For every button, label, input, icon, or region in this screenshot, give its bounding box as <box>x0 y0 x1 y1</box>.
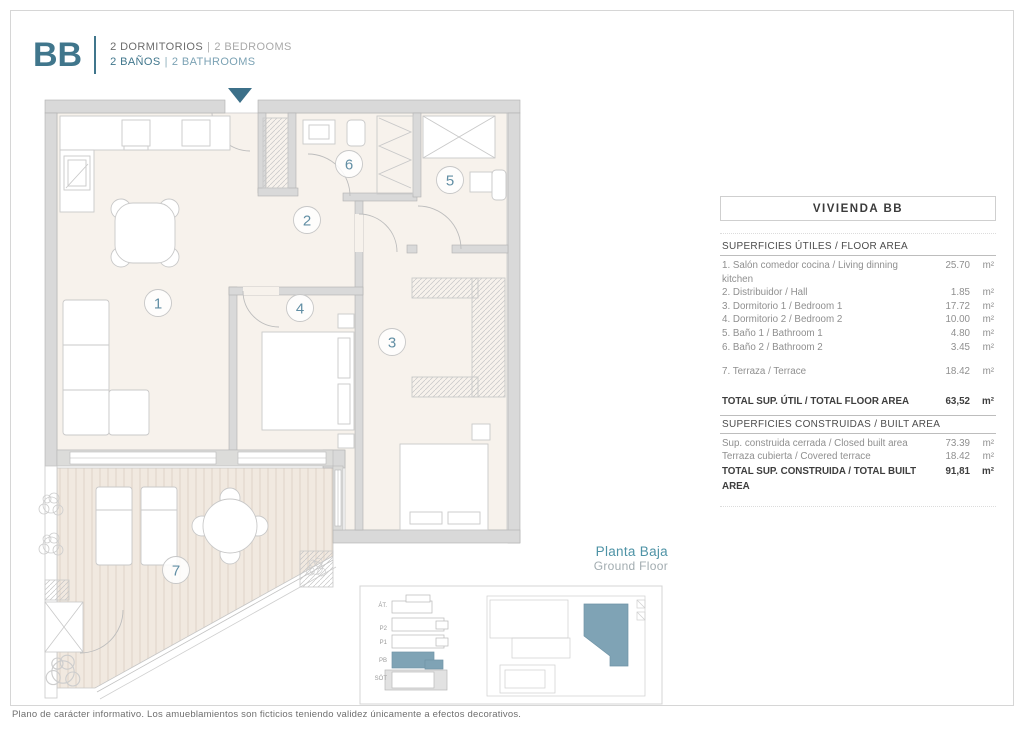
minimap-level-label: ÁT. <box>378 603 387 609</box>
row-label: TOTAL SUP. ÚTIL / TOTAL FLOOR AREA <box>722 395 910 407</box>
section-header: SUPERFICIES ÚTILES / FLOOR AREA <box>720 238 996 256</box>
row-unit: m² <box>982 366 994 378</box>
row-value: 18.42 <box>945 366 970 378</box>
panel-title: VIVIENDA BB <box>720 196 996 221</box>
row-label: 5. Baño 1 / Bathroom 1 <box>722 327 823 339</box>
row-value: 17.72 <box>945 300 970 312</box>
minimap-level-label: SÓT <box>374 676 387 682</box>
room-number-label: 1 <box>153 295 163 313</box>
row-label: 2. Distribuidor / Hall <box>722 287 808 299</box>
area-panel <box>720 196 996 511</box>
header-subtitle <box>110 40 292 70</box>
row-value: 3.45 <box>950 341 970 353</box>
area-row <box>720 450 996 464</box>
minimap-level-label: PB <box>378 658 387 664</box>
bedrooms-line: 2 DORMITORIOS | 2 BEDROOMS <box>110 41 292 53</box>
row-value: 73.39 <box>945 437 970 449</box>
row-unit: m² <box>982 437 994 449</box>
row-label: Sup. construida cerrada / Closed built area <box>722 437 908 449</box>
area-row <box>720 327 996 341</box>
room-number-label: 6 <box>344 156 354 174</box>
row-value: 1.85 <box>950 287 970 299</box>
row-spacer <box>720 379 996 394</box>
row-unit: m² <box>982 395 994 407</box>
bathrooms-line: 2 BAÑOS | 2 BATHROOMS <box>110 56 256 68</box>
row-label: 1. Salón comedor cocina / Living dinning kitchen <box>722 260 898 285</box>
area-row <box>720 341 996 355</box>
row-label: TOTAL SUP. CONSTRUIDA / TOTAL BUILT AREA <box>722 465 917 492</box>
row-value: 10.00 <box>945 314 970 326</box>
bb-logo: BB <box>33 36 83 74</box>
room-number-label: 7 <box>171 562 181 580</box>
row-unit: m² <box>982 300 994 312</box>
row-label: 7. Terraza / Terrace <box>722 366 807 378</box>
room-number-label: 4 <box>295 300 305 318</box>
floor-label-es: Planta Baja <box>595 544 668 559</box>
header <box>33 36 292 74</box>
row-value: 4.80 <box>950 327 970 339</box>
row-label: 4. Dormitorio 2 / Bedroom 2 <box>722 314 843 326</box>
row-spacer <box>720 354 996 365</box>
disclaimer-text: Plano de carácter informativo. Los amueblamientos son ficticios teniendo validez únicamente a efectos decorativos. <box>12 709 522 720</box>
area-row <box>720 286 996 300</box>
area-row <box>720 259 996 286</box>
area-row <box>720 365 996 379</box>
row-unit: m² <box>982 465 994 477</box>
room-number-label: 3 <box>387 334 397 352</box>
minimap-level-label: P1 <box>379 640 387 646</box>
row-value: 91,81 <box>945 465 970 477</box>
section-header: SUPERFICIES CONSTRUIDAS / BUILT AREA <box>720 415 996 434</box>
area-row <box>720 437 996 451</box>
floor-label-en: Ground Floor <box>593 559 668 573</box>
area-sections <box>720 238 996 494</box>
area-row <box>720 464 996 494</box>
row-unit: m² <box>982 451 994 463</box>
row-value: 18.42 <box>945 451 970 463</box>
room-number-label: 5 <box>445 172 455 190</box>
row-unit: m² <box>982 287 994 299</box>
row-label: 3. Dormitorio 1 / Bedroom 1 <box>722 300 843 312</box>
dotted-rule <box>720 233 996 234</box>
row-label: 6. Baño 2 / Bathroom 2 <box>722 341 823 353</box>
area-row <box>720 394 996 409</box>
row-label: Terraza cubierta / Covered terrace <box>722 451 871 463</box>
area-row <box>720 300 996 314</box>
minimap-level-label: P2 <box>379 626 387 632</box>
header-divider <box>94 36 96 74</box>
row-unit: m² <box>982 314 994 326</box>
room-number-label: 2 <box>302 212 312 230</box>
row-unit: m² <box>982 327 994 339</box>
floor-label <box>468 544 668 573</box>
row-unit: m² <box>982 341 994 353</box>
row-unit: m² <box>982 260 994 271</box>
dotted-rule <box>720 506 996 507</box>
row-value: 25.70 <box>945 260 970 271</box>
row-value: 63,52 <box>945 395 970 407</box>
area-row <box>720 313 996 327</box>
